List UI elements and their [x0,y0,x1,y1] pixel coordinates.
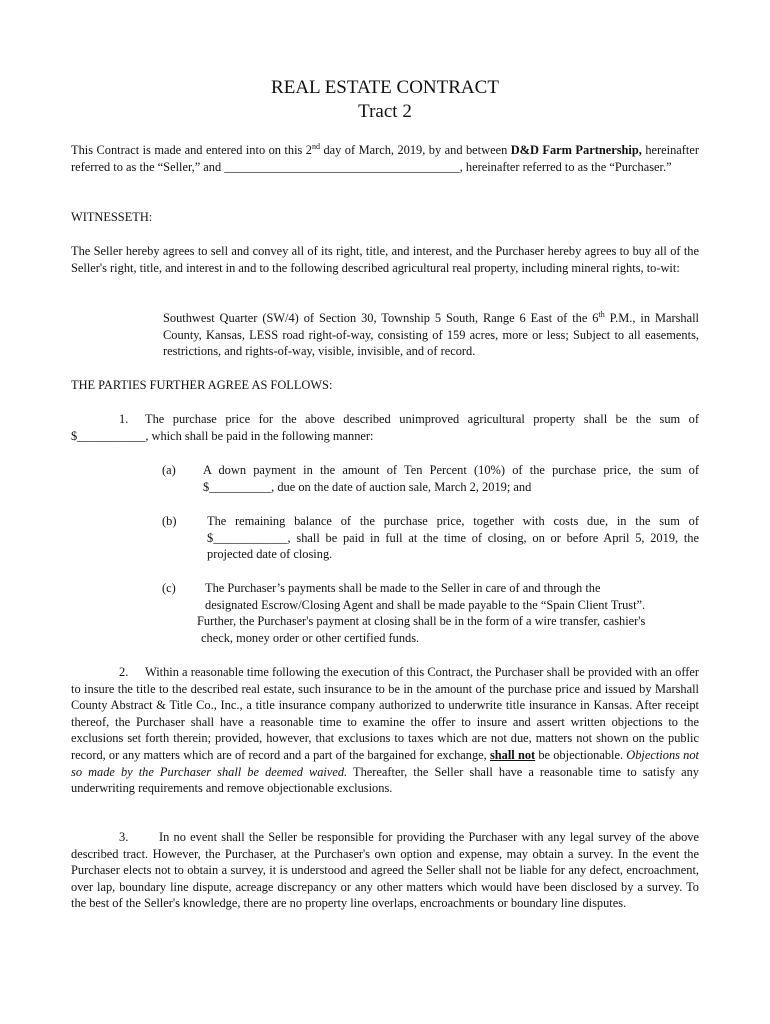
sub-c-line-2: designated Escrow/Closing Agent and shall be made payable to the “Spain Client Trust”. [205,598,646,612]
section-2 [71,664,699,797]
agreement-paragraph: The Seller hereby agrees to sell and convey all of its right, title, and interest, and the Purchaser hereby agrees to buy all of the Seller's right, title, and interest in and to the following described agricultural real property, including mineral rights, to-wit: [71,244,699,275]
section-1-number: 1. [119,412,129,426]
sub-b-text: The remaining balance of the purchase price, together with costs due, in the sum of $____________, shall be paid in full at the time of closing, on or before April 5, 2019, the projected date of closing. [207,514,699,562]
seller-name: D&D Farm Partnership, [510,143,642,157]
intro-text-b: day of March, 2019, by and between [320,143,511,157]
section-3-text: In no event shall the Seller be responsible for providing the Purchaser with any legal survey of the above described tract. However, the Purchaser, at the Purchaser's own option and expense, may obtain a survey. In the event the Purchaser elects not to obtain a survey, it is understood and agreed the Seller shall not be liable for any defect, encroachment, over lap, boundary line dispute, acreage discrepancy or any other matters which would have been disclosed by a survey. To the best of the Seller's knowledge, there are no property line overlaps, encroachments or boundary line disputes. [71,830,699,911]
intro-text-c: hereinafter referred to as the “Seller,” and ______________________________________, hereinafter referred to as the “Purchaser.” [71,143,699,174]
legal-text-a: Southwest Quarter (SW/4) of Section 30, Township 5 South, Range 6 East of the 6 [163,311,599,325]
shall-not-emphasis: shall not [489,747,536,762]
legal-text-b: P.M., in Marshall County, Kansas, LESS road right-of-way, consisting of 159 acres, more or less; Subject to all easements, restrictions, and rights-of-way, visible, invisible, and of record. [163,311,700,359]
section-2-number: 2. [119,665,129,679]
section-2-text-a: Within a reasonable time following the execution of this Contract, the Purchaser shall be provided with an offer to insure the title to the described real estate, such insurance to be in the amount of the purchase price and issued by Marshall County Abstract & Title Co., Inc., a title insurance company authorized to underwrite title insurance in Kansas. After receipt thereof, the Purchaser shall have a reasonable time to examine the offer to insure and assert written objections to the exclusions set forth therein; provided, however, that exclusions to taxes which are not due, matters not shown on the public record, or any matters which are of record and a part of the bargained for exchange, [71,665,699,762]
document-subtitle: Tract 2 [358,101,412,122]
document-title: REAL ESTATE CONTRACT [271,77,499,98]
sub-a-text: A down payment in the amount of Ten Percent (10%) of the purchase price, the sum of $__________, due on the date of auction sale, March 2, 2019; and [203,463,699,494]
section-3-number: 3. [119,830,129,844]
section-1-text: The purchase price for the above described unimproved agricultural property shall be the sum of $___________, which shall be paid in the following manner: [71,412,699,443]
sub-c-label: (c) [162,581,176,595]
sub-a-label: (a) [162,463,176,477]
further-agree-heading: THE PARTIES FURTHER AGREE AS FOLLOWS: [71,378,333,392]
section-2-text-b: be objectionable. [535,747,627,762]
sub-b-label: (b) [162,514,177,528]
intro-text-a: This Contract is made and entered into on this 2 [71,143,312,157]
intro-paragraph [71,142,699,175]
intro-sup: nd [312,141,320,151]
legal-sup: th [598,309,605,319]
sub-c-line-3: Further, the Purchaser's payment at closing shall be in the form of a wire transfer, cashier's [197,614,646,628]
sub-c-line-4: check, money order or other certified funds. [201,631,420,645]
sub-c-line-1: The Purchaser’s payments shall be made to the Seller in care of and through the [205,581,601,595]
section-1 [71,411,699,444]
section-3 [71,829,699,912]
witnesseth-heading: WITNESSETH: [71,210,153,224]
section-2-text-c: Thereafter, the Seller shall have a reasonable time to satisfy any underwriting requirements and remove objectionable exclusions. [71,764,700,796]
legal-description [163,310,699,360]
section-2-italic: Objections not so made by the Purchaser shall be deemed waived. [71,747,699,779]
